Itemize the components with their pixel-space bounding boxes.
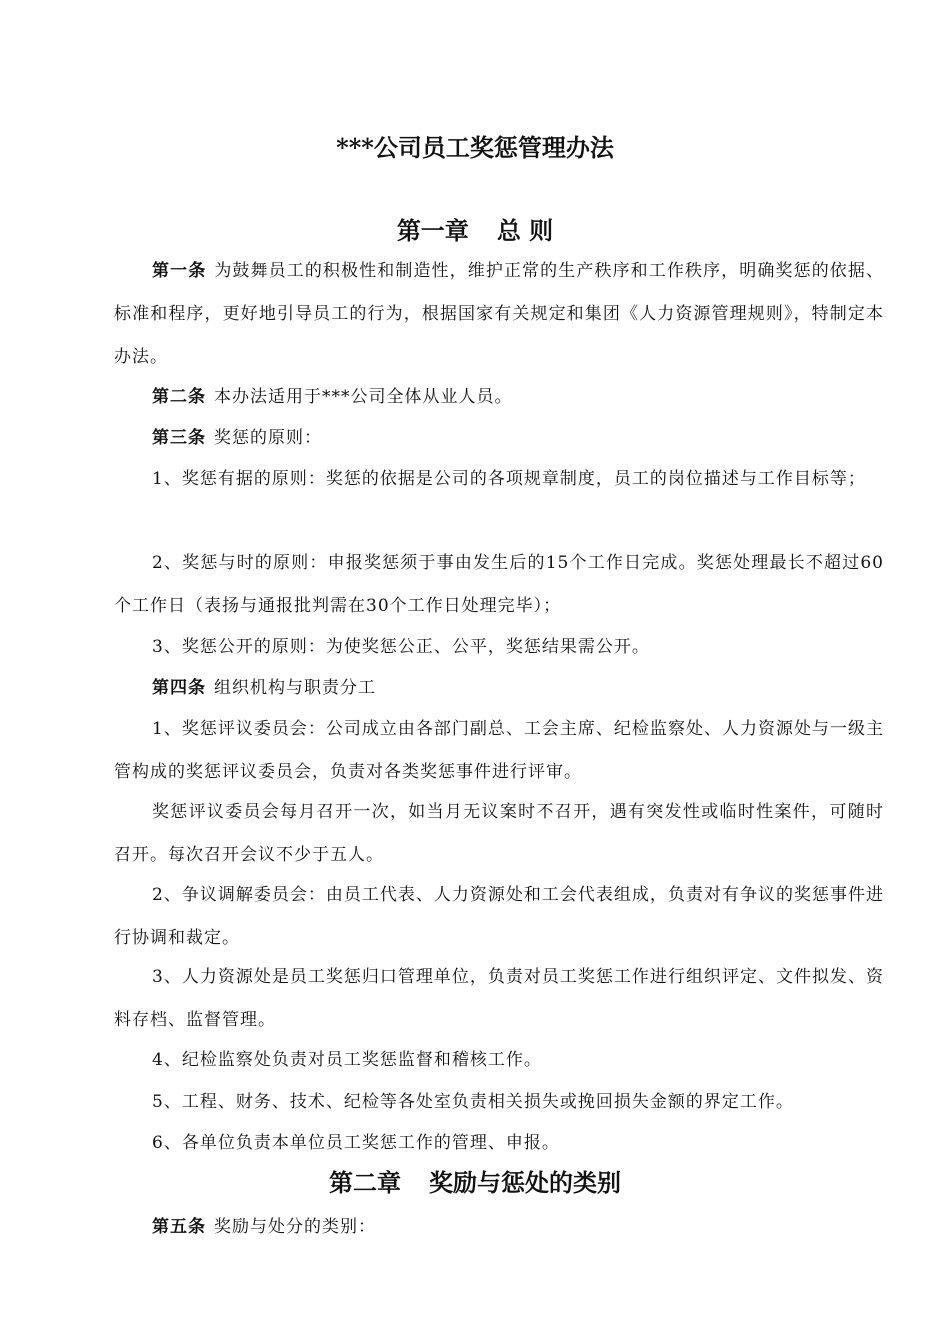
article-5 <box>114 1206 884 1249</box>
chapter-2-title: 奖励与惩处的类别 <box>429 1168 621 1197</box>
article-3-label: 第三条 <box>152 428 206 448</box>
article-4-item-3: 3、人力资源处是员工奖惩归口管理单位，负责对员工奖惩工作进行组织评定、文件拟发、资料存档、监督管理。 <box>114 967 884 1030</box>
article-1-label: 第一条 <box>152 261 207 281</box>
article-4 <box>114 667 884 710</box>
article-2-text: 本办法适用于***公司全体从业人员。 <box>214 387 513 407</box>
chapter-1-number: 第一章 <box>396 216 469 245</box>
article-3-item-2: 2、奖惩与时的原则：申报奖惩须于事由发生后的15个工作日完成。奖惩处理最长不超过60个工作日（表扬与通报批判需在30个工作日处理完毕）； <box>114 553 884 616</box>
chapter-2-number: 第二章 <box>329 1168 401 1197</box>
article-5-text: 奖励与处分的类别： <box>214 1217 376 1237</box>
article-3 <box>114 417 884 460</box>
article-3-item-3: 3、奖惩公开的原则：为使奖惩公正、公平，奖惩结果需公开。 <box>152 637 650 657</box>
article-4-text: 组织机构与职责分工 <box>214 678 376 698</box>
article-5-label: 第五条 <box>152 1217 206 1237</box>
chapter-1-heading <box>0 214 950 248</box>
article-3-text: 奖惩的原则： <box>214 428 322 448</box>
article-4-item-1-note: 奖惩评议委员会每月召开一次，如当月无议案时不召开，遇有突发性或临时性案件，可随时召开。每次召开会议不少于五人。 <box>114 802 884 865</box>
article-4-item-4: 4、纪检监察处负责对员工奖惩监督和稽核工作。 <box>152 1050 542 1070</box>
article-1 <box>114 250 884 379</box>
article-3-item-1: 1、奖惩有据的原则：奖惩的依据是公司的各项规章制度，员工的岗位描述与工作目标等； <box>152 469 866 489</box>
chapter-2-heading <box>0 1166 950 1200</box>
document-title: ***公司员工奖惩管理办法 <box>336 133 614 162</box>
article-2 <box>114 376 884 419</box>
article-4-item-6: 6、各单位负责本单位员工奖惩工作的管理、申报。 <box>152 1133 560 1153</box>
article-2-label: 第二条 <box>152 387 206 407</box>
article-1-text: 为鼓舞员工的积极性和制造性，维护正常的生产秩序和工作秩序，明确奖惩的依据、标准和程序，更好地引导员工的行为，根据国家有关规定和集团《人力资源管理规则》，特制定本办法。 <box>114 261 885 367</box>
article-4-item-1: 1、奖惩评议委员会：公司成立由各部门副总、工会主席、纪检监察处、人力资源处与一级主管构成的奖惩评议委员会，负责对各类奖惩事件进行评审。 <box>114 719 884 782</box>
article-4-item-2: 2、争议调解委员会：由员工代表、人力资源处和工会代表组成，负责对有争议的奖惩事件进行协调和裁定。 <box>114 885 884 948</box>
chapter-1-title: 总 则 <box>496 216 554 245</box>
article-4-label: 第四条 <box>152 678 206 698</box>
article-4-item-5: 5、工程、财务、技术、纪检等各处室负责相关损失或挽回损失金额的界定工作。 <box>152 1092 794 1112</box>
